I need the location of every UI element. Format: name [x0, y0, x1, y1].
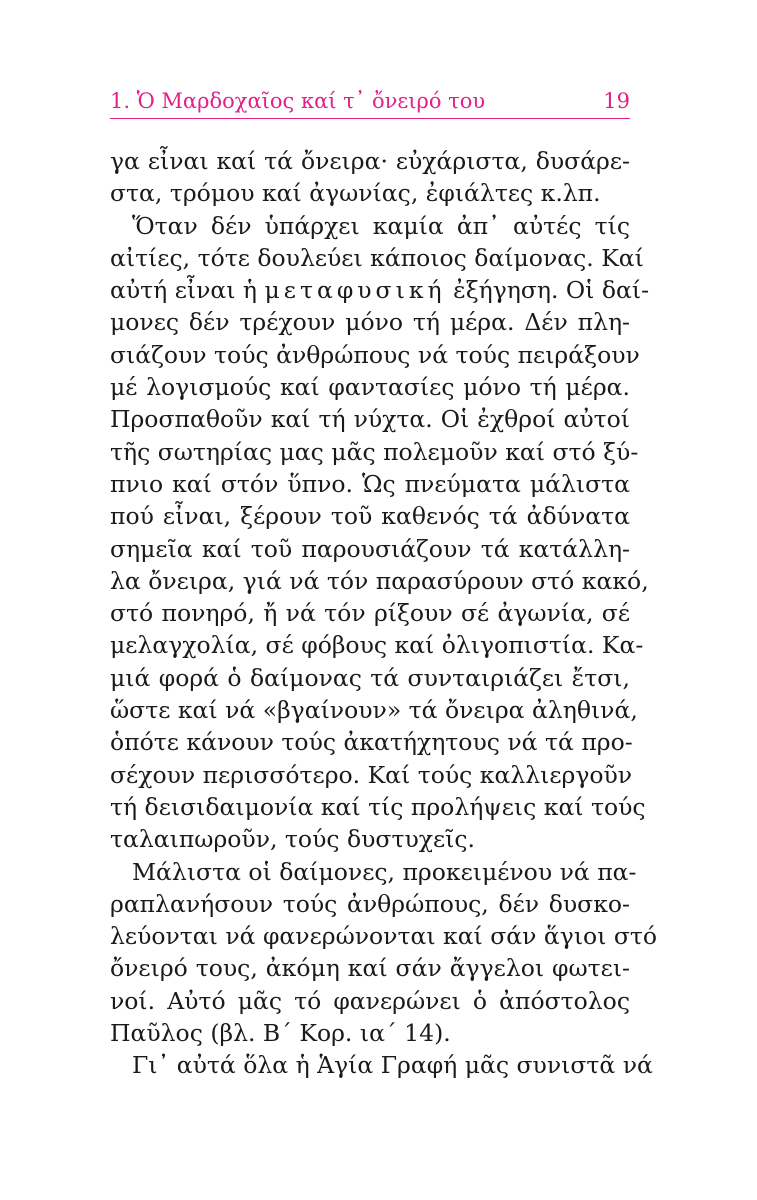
text-line: ραπλανήσουν τούς ἀνθρώπους, δέν δυσκο- — [110, 889, 630, 918]
text-line: σημεῖα καί τοῦ παρουσιάζουν τά κατάλλη- — [110, 534, 630, 563]
text-line: λεύονται νά φανερώνονται καί σάν ἅγιοι στό — [110, 922, 658, 951]
text-line: μιά φορά ὁ δαίμονας τά συνταιριάζει ἔτσι, — [110, 663, 630, 692]
text-line: γα εἶναι καί τά ὄνειρα· εὐχάριστα, δυσάρε- — [110, 147, 630, 175]
text-line: πνιο καί στόν ὕπνο. Ὡς πνεύματα μάλιστα — [110, 469, 630, 498]
text-line: τῆς σωτηρίας μας μᾶς πολεμοῦν καί στό ξύ- — [110, 437, 639, 466]
chapter-title: 1. Ὁ Μαρδοχαῖος καί τ᾽ ὄνειρό του — [110, 89, 486, 113]
paragraph-first-line: Γι᾽ αὐτά ὅλα ἡ Ἁγία Γραφή μᾶς συνιστᾶ νά — [132, 1051, 653, 1080]
running-header — [110, 88, 630, 119]
text-line: λα ὄνειρα, γιά νά τόν παρασύρουν στό κακό, — [110, 566, 649, 595]
text-line: σέχουν περισσότερο. Καί τούς καλλιεργοῦν — [110, 760, 633, 789]
emphasized-word: μεταφυσική — [264, 276, 446, 305]
text-line: Παῦλος (βλ. Β΄ Κορ. ια΄ 14). — [110, 1019, 451, 1048]
text-line: ὁπότε κάνουν τούς ἀκατήχητους νά τά προ- — [110, 728, 633, 757]
text-line: μονες δέν τρέχουν μόνο τή μέρα. Δέν πλη- — [110, 308, 630, 337]
paragraph-first-line: Μάλιστα οἱ δαίμονες, προκειμένου νά πα- — [132, 857, 637, 886]
book-page — [110, 88, 658, 1082]
text-line: αἰτίες, τότε δουλεύει κάποιος δαίμονας. Καί — [110, 243, 644, 272]
text-line: ὥστε καί νά «βγαίνουν» τά ὄνειρα ἀληθινά, — [110, 696, 638, 725]
text-line: Προσπαθοῦν καί τή νύχτα. Οἱ ἐχθροί αὐτοί — [110, 405, 630, 434]
text-line: νοί. Αὐτό μᾶς τό φανερώνει ὁ ἀπόστολος — [110, 986, 630, 1015]
text-line: πού εἶναι, ξέρουν τοῦ καθενός τά ἀδύνατα — [110, 502, 630, 531]
text-line: στα, τρόμου καί ἀγωνίας, ἐφιάλτες κ.λπ. — [110, 179, 601, 208]
text-line: ὄνειρό τους, ἀκόμη καί σάν ἄγγελοι φωτει- — [110, 954, 630, 983]
text-line: μέ λογισμούς καί φαντασίες μόνο τή μέρα. — [110, 373, 630, 402]
body-text — [110, 145, 658, 1082]
text-line: ταλαιπωροῦν, τούς δυστυχεῖς. — [110, 825, 476, 854]
text-fragment: αὐτή εἶναι ἡ — [110, 276, 258, 305]
paragraph-first-line: Ὅταν δέν ὑπάρχει καμία ἀπ᾽ αὐτές τίς — [132, 211, 630, 240]
text-line: τή δεισιδαιμονία καί τίς προλήψεις καί τούς — [110, 792, 646, 821]
text-line: μελαγχολία, σέ φόβους καί ὀλιγοπιστία. Κα- — [110, 631, 644, 660]
text-line: σιάζουν τούς ἀνθρώπους νά τούς πειράξουν — [110, 340, 640, 369]
text-fragment: ἐξήγηση. Οἱ δαί- — [453, 276, 650, 305]
page-number: 19 — [603, 89, 630, 113]
text-line — [110, 274, 650, 306]
text-line: στό πονηρό, ἤ νά τόν ρίξουν σέ ἀγωνία, σέ — [110, 599, 630, 628]
